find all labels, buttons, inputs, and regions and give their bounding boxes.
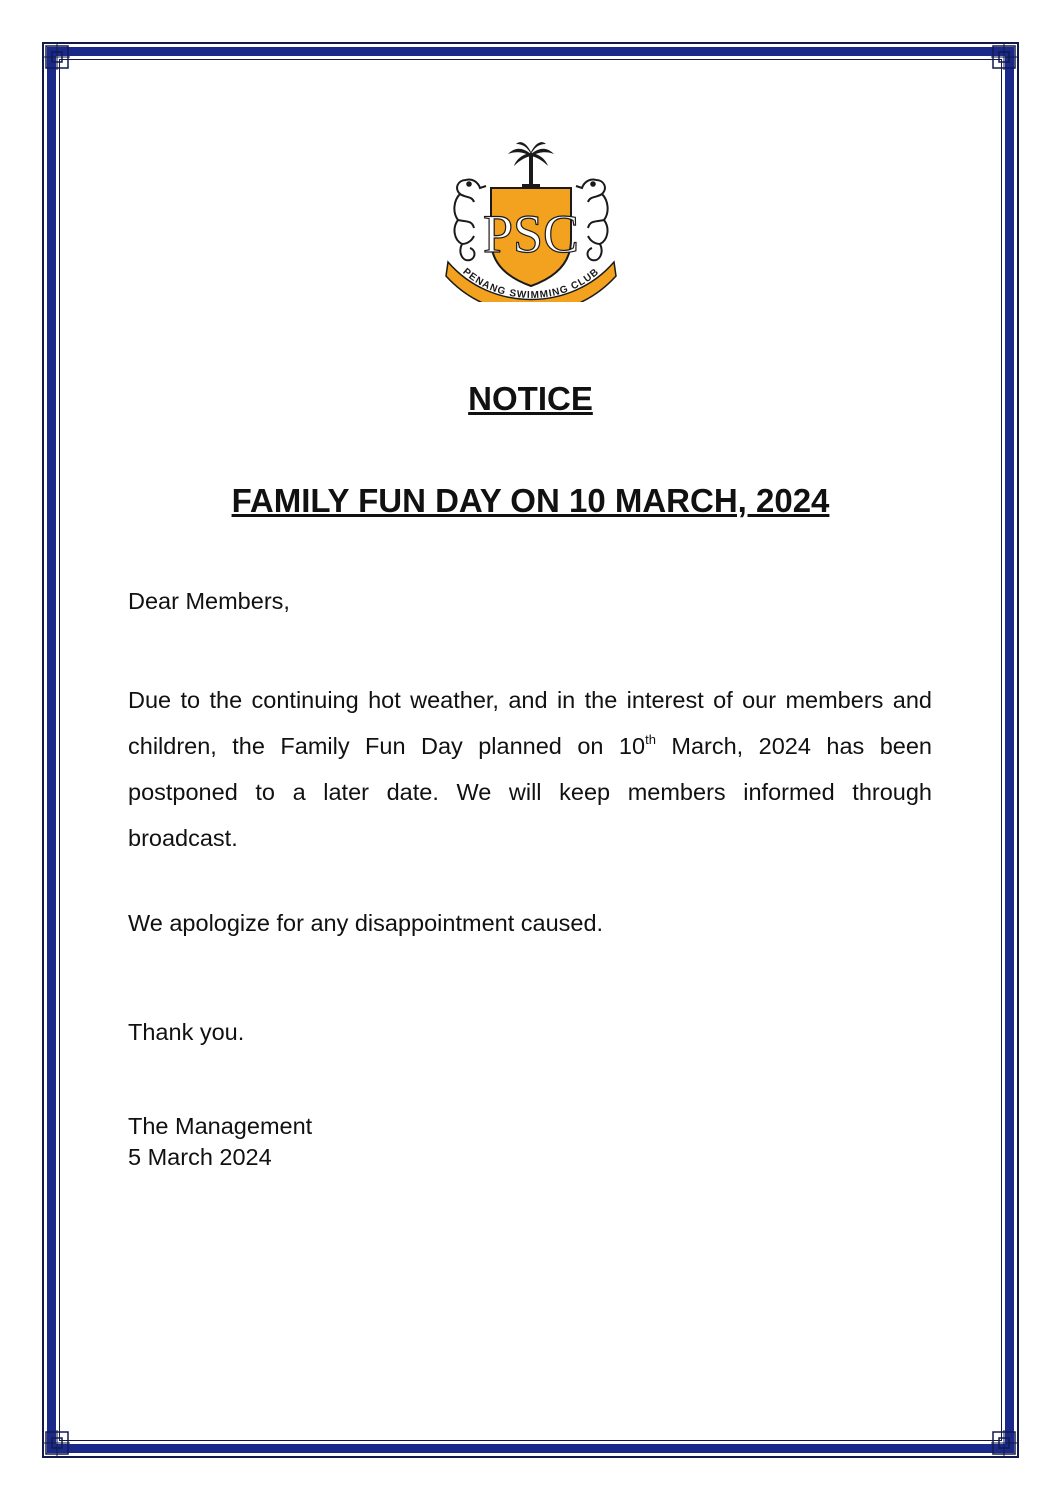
signature-name: The Management — [128, 1113, 313, 1139]
thanks-line: Thank you. — [128, 1019, 245, 1045]
body-text-part1: Due to the continuing hot weather, and in the interest of our members and children, the Family Fun Day planned on 10 — [128, 687, 932, 759]
body-text-part2: March, 2024 has been postponed to a later date. We will keep members informed through broadcast. — [128, 733, 933, 851]
palm-tree-icon — [508, 142, 554, 187]
apology-line: We apologize for any disappointment caused. — [128, 910, 604, 936]
logo-banner-text: PENANG SWIMMING CLUB — [460, 266, 602, 302]
salutation: Dear Members, — [128, 588, 290, 614]
logo-monogram: PSC — [482, 204, 580, 264]
corner-ornament-bottom-right-icon — [991, 1430, 1017, 1456]
corner-ornament-top-right-icon — [991, 44, 1017, 70]
seahorse-icon — [576, 179, 608, 260]
corner-ornament-top-left-icon — [44, 44, 70, 70]
signature-block — [128, 1111, 932, 1173]
corner-ornament-bottom-left-icon — [44, 1430, 70, 1456]
ordinal-suffix: th — [645, 732, 656, 747]
event-title: FAMILY FUN DAY ON 10 MARCH, 2024 — [231, 482, 830, 519]
club-logo — [436, 140, 626, 302]
signature-date: 5 March 2024 — [128, 1144, 272, 1170]
notice-title: NOTICE — [468, 380, 593, 417]
seahorse-icon — [454, 179, 486, 260]
body-paragraph — [128, 677, 932, 861]
